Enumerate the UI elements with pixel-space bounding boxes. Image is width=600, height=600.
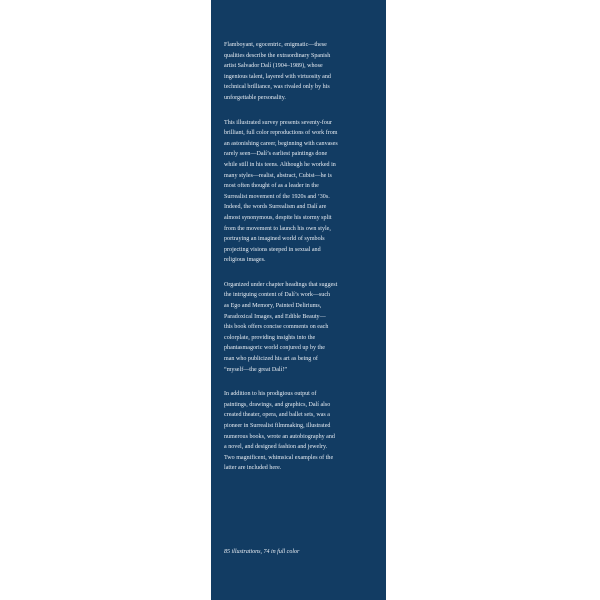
description-paragraph-2: This illustrated survey presents seventy-four brilliant, full color reproductions of work from an astonishing career, beginning with canvases rarely seen—Dalí’s earliest paintings done while still in his teens. Although he worked in many styles—realist, abstract, Cubist—he is most often thought of as a leader in the Surrealist movement of the 1920s and ’30s. Indeed, the words Surrealism and Dalí are almost synonymous, despite his stormy split from the movement to launch his own style, portraying an imagined world of symbols projecting visions steeped in sexual and religious images. xyxy=(224,119,338,264)
description-paragraph-1: Flamboyant, egocentric, enigmatic—these qualities describe the extraordinary Spanish artist Salvador Dalí (1904–1989), whose ingenious talent, layered with virtuosity and technical brilliance, was rivaled only by his unforgettable personality. xyxy=(224,42,331,101)
description-paragraph-3: Organized under chapter headings that suggest the intriguing content of Dalí’s work—such as Ego and Memory, Painted Deliriums, Paradoxical Images, and Edible Beauty— this book offers concise comments on each colorplate, providing insights into the phantasmagoric world conjured up by the man who publicized his art as being of “myself—the great Dalí!” xyxy=(224,281,338,373)
description-paragraph-4: In addition to his prodigious output of paintings, drawings, and graphics, Dalí also created theater, opera, and ballet sets, was a pioneer in Surrealist filmmaking, illustrated numerous books, wrote an autobiography and a novel, and designed fashion and jewelry. Two magnificent, whimsical examples of the latter are included here. xyxy=(224,391,335,472)
illustrations-count-note: 85 illustrations, 74 in full color xyxy=(224,549,300,555)
book-jacket-flap xyxy=(211,0,386,600)
